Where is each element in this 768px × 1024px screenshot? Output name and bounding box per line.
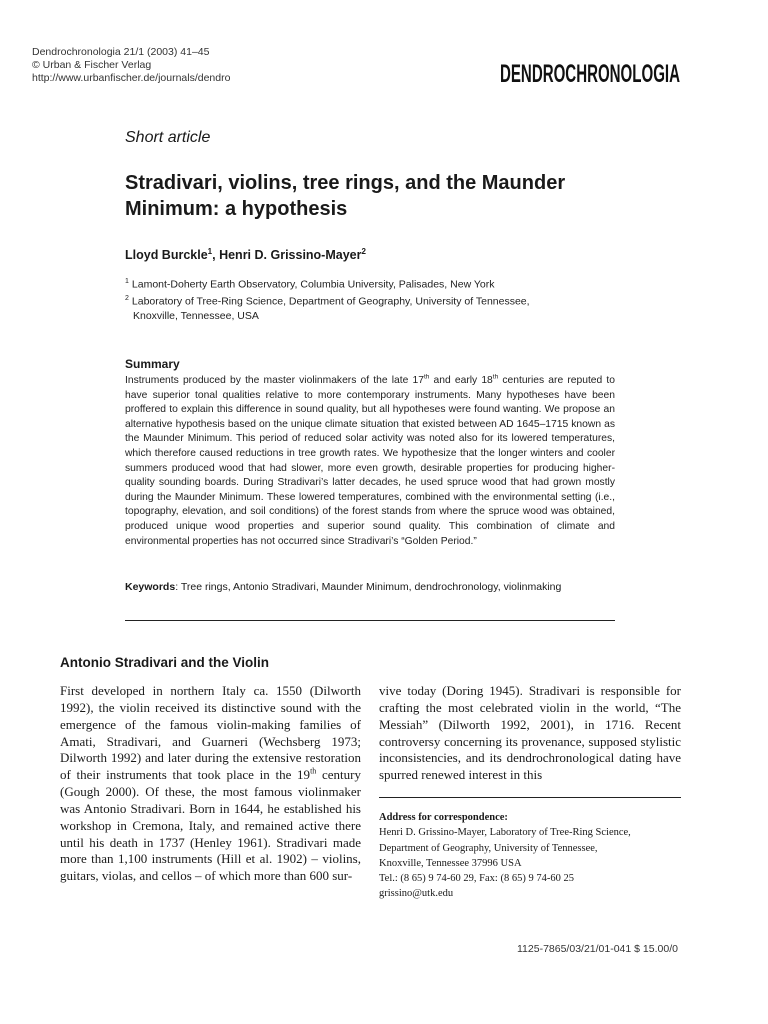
affiliation-item [125,275,530,292]
article-title [125,170,665,222]
author-separator: , [212,248,220,263]
keywords-value: : Tree rings, Antonio Stradivari, Maunder Minimum, dendrochronology, violinmaking [175,581,562,593]
author-name: Henri D. Grissino-Mayer [219,248,362,263]
correspondence-heading: Address for correspondence: [379,812,508,823]
divider-rule [125,620,615,621]
article-type: Short article [125,129,211,146]
body-superscript: th [310,766,317,776]
article-title-line-1: Stradivari, violins, tree rings, and the Maunder [125,172,566,194]
summary-text-part: centuries are reputed to have superior tonal qualities relative to more contemporary instruments. Many hypotheses have been proffered to explain this difference in sound quality, but all hypotheses were found wanting. We propose an alternative hypothesis based on the unique climate situation that existed between AD 1645–1715 known as the Maunder Minimum. This period of reduced solar activity was noted also for its lowered temperatures, which therefore caused reductions in tree growth rates. We hypothesize that the longer winters and cooler summers produced wood that had slower, more even growth, desirable properties for producing higher-quality sounding boards. During Stradivari’s latter decades, he used spruce wood that had grown mostly during the Maunder Minimum. These lowered temperatures, combined with the environmental setting (i.e., topography, elevation, and soil conditions) of the forest stands from where the spruce wood was obtained, produced unique wood properties and superior sound quality. This combination of climate and environmental properties has not occurred since Stradivari’s “Golden Period.” [125,375,616,547]
correspondence-phone: Tel.: (8 65) 9 74-60 29, Fax: (8 65) 9 74-60 25 [379,873,574,885]
affiliation-continuation: Knoxville, Tennessee, USA [133,310,259,322]
affiliation-mark: 2 [125,295,129,302]
journal-header-meta [32,46,230,85]
body-text-part: First developed in northern Italy ca. 1550 (Dilworth 1992), the violin received its distinctive sound with the emergence of the famous violin-making families of Amati, Stradivari, and Guarneri (Wechsberg 1973; Dilworth 1992) and later during the extensive restoration of their instruments that took place in the 19 [60,683,361,783]
summary-superscript: th [423,373,430,381]
journal-brand-text: DENDROCHRONOLOGIA [500,60,680,88]
journal-url[interactable]: http://www.urbanfischer.de/journals/dendro [32,72,231,84]
summary-heading: Summary [125,357,180,371]
author-affiliation-mark: 2 [361,247,366,256]
body-column-right [379,683,681,784]
footer-issn-code: 1125-7865/03/21/01-041 $ 15.00/0 [517,943,678,955]
correspondence-block [379,810,631,902]
affiliation-item [125,292,530,309]
section-heading: Antonio Stradivari and the Violin [60,655,270,670]
body-text-part: century (Gough 2000). Of these, the most famous violinmaker was Antonio Stradivari. Born in 1644, he established his workshop in Cremona, Italy, and remained active there until his death in 1737 (Henley 1961). Stradivari made more than 1,100 instruments (Hill et al. 1902) – violins, guitars, violas, and cellos – of which more than 600 sur- [60,767,361,884]
summary-body [125,374,615,549]
correspondence-line: Henri D. Grissino-Mayer, Laboratory of Tree-Ring Science, [379,827,631,839]
affiliation-text: Lamont-Doherty Earth Observatory, Columbia University, Palisades, New York [131,278,495,291]
correspondence-email[interactable]: grissino@utk.edu [379,888,454,900]
correspondence-line: Knoxville, Tennessee 37996 USA [379,857,522,869]
summary-superscript: th [492,373,499,381]
affiliation-mark: 1 [125,278,129,285]
journal-brand-logo [500,58,681,88]
correspondence-divider [379,797,681,798]
author-affiliation-mark: 1 [207,247,213,256]
summary-text-part: Instruments produced by the master violinmakers of the late 17 [125,375,424,386]
author-name: Lloyd Burckle [125,248,208,263]
body-text-part: vive today (Doring 1945). Stradivari is responsible for crafting the most celebrated violin in the world, “The Messiah” (Dilworth 1992, 2001), in 1716. Recent controversy concerning its provenance, supposed stylistic inconsistencies, and its dendrochronological dating have spurred renewed interest in this [379,683,681,783]
article-title-line-2: Minimum: a hypothesis [125,198,348,220]
affiliation-text: Laboratory of Tree-Ring Science, Department of Geography, University of Tennessee, [131,295,530,308]
body-column-left [60,683,361,885]
keywords [125,581,561,593]
affiliation-list [125,275,530,324]
keywords-label: Keywords [125,581,176,593]
correspondence-line: Department of Geography, University of Tennessee, [379,842,598,854]
summary-text-part: and early 18 [429,375,493,386]
author-list [125,247,366,262]
journal-citation: Dendrochronologia 21/1 (2003) 41–45 [32,46,210,58]
journal-publisher: © Urban & Fischer Verlag [32,59,152,71]
